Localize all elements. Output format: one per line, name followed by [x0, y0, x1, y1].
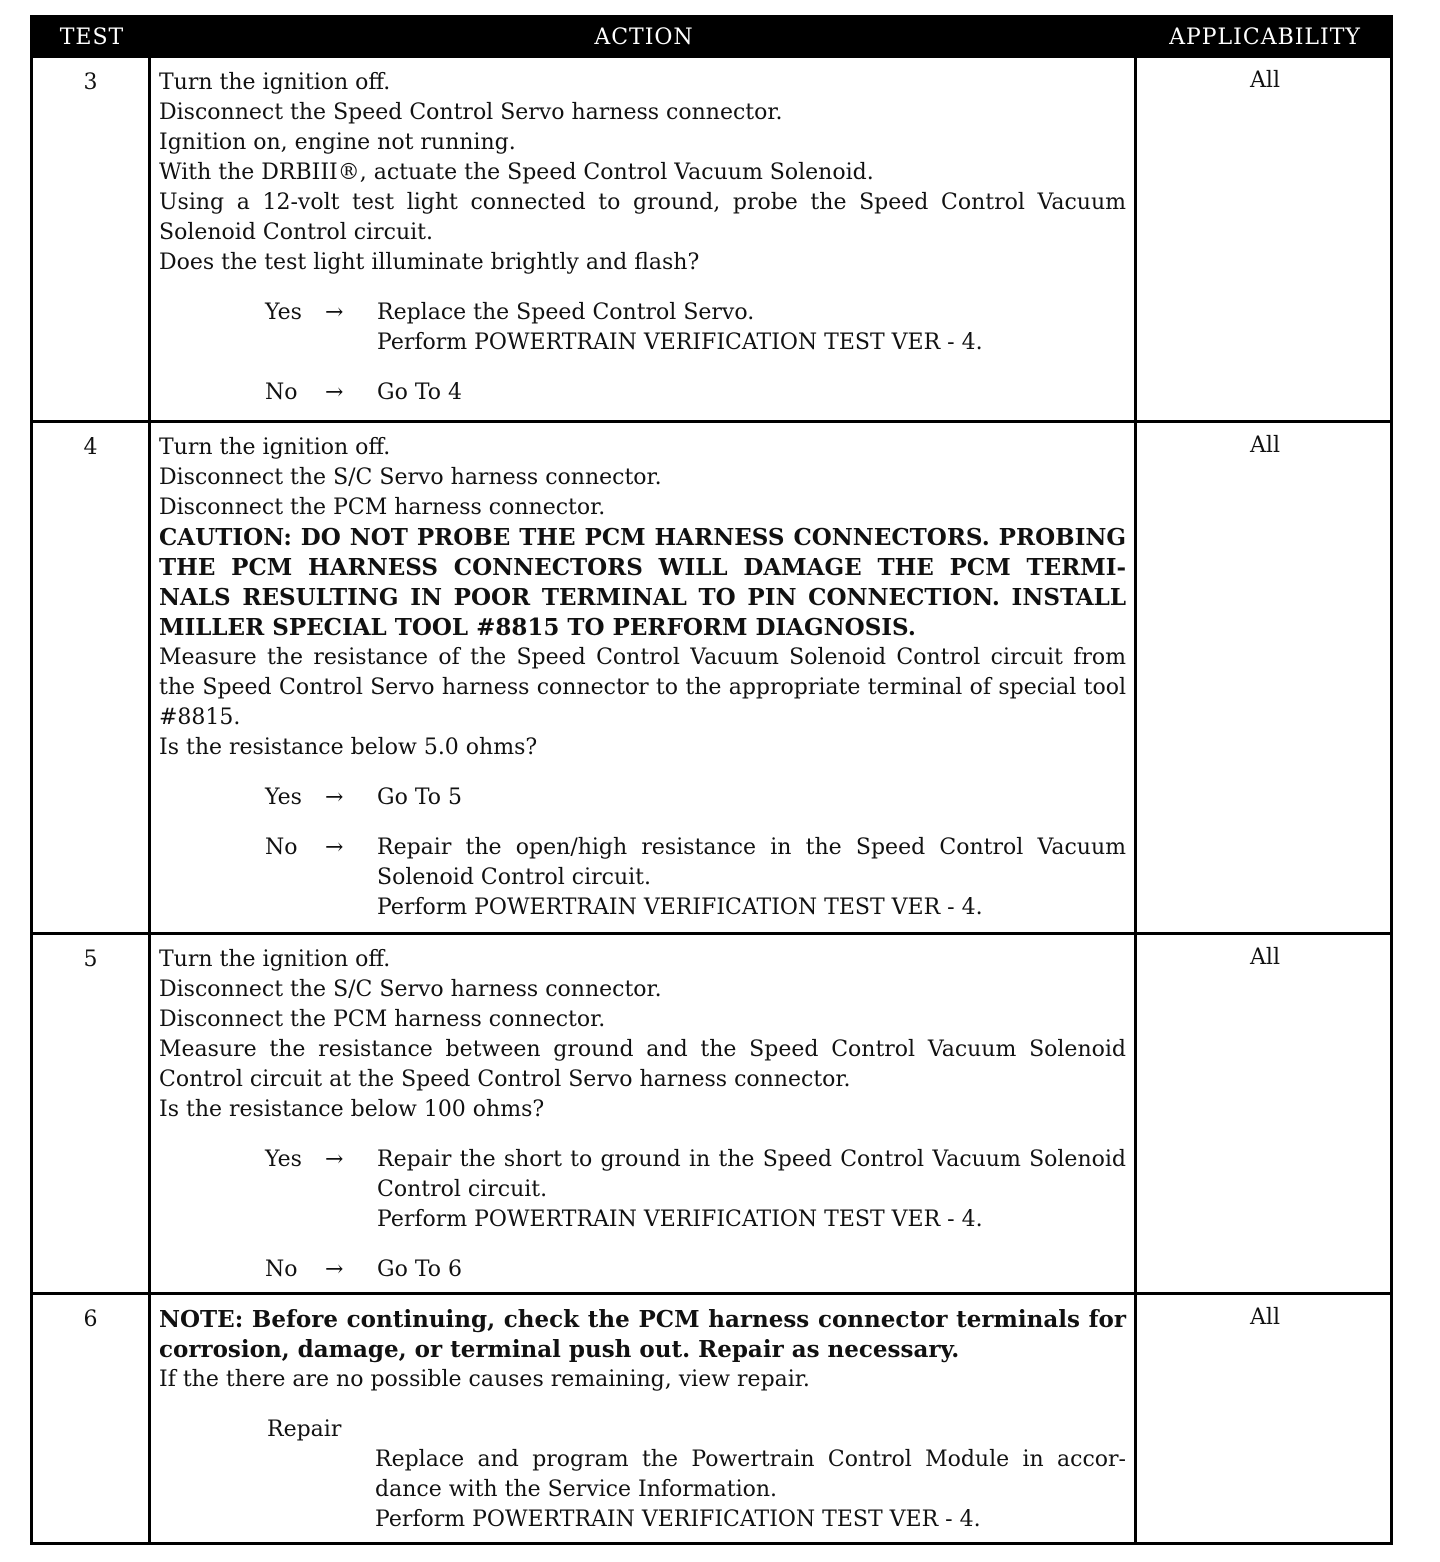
header-test: TEST	[59, 25, 125, 50]
test-number: 4	[33, 423, 151, 932]
applicability-value: All	[1250, 1305, 1280, 1330]
repair-line: dance with the Service Information.	[375, 1477, 778, 1502]
table-header	[33, 18, 1390, 58]
test-number: 3	[33, 58, 151, 420]
action-cell	[151, 935, 1137, 1292]
no-response	[159, 833, 1126, 923]
action-line: the Speed Control Servo harness connector to the appropriate terminal of special tool	[159, 675, 1126, 700]
header-action: ACTION	[594, 25, 694, 50]
caution-line: THE PCM HARNESS CONNECTORS WILL DAMAGE THE PCM TERMI-	[159, 554, 1126, 581]
action-line: Is the resistance below 5.0 ohms?	[159, 735, 538, 760]
action-line: Disconnect the S/C Servo harness connector.	[159, 977, 662, 1002]
arrow-icon: →	[325, 835, 344, 860]
response-line: Repair the short to ground in the Speed Control Vacuum Solenoid	[377, 1147, 1126, 1172]
response-line: Perform POWERTRAIN VERIFICATION TEST VER - 4.	[377, 895, 983, 920]
action-line: Does the test light illuminate brightly and flash?	[159, 250, 700, 275]
no-label: No	[265, 380, 298, 405]
action-line: Using a 12-volt test light connected to ground, probe the Speed Control Vacuum	[159, 190, 1126, 215]
table-row-test-4	[33, 420, 1390, 932]
yes-response	[159, 783, 1126, 813]
note-line: NOTE: Before continuing, check the PCM harness connector terminals for	[159, 1306, 1126, 1333]
repair-body	[375, 1445, 1126, 1535]
action-line: #8815.	[159, 705, 241, 730]
applicability-value: All	[1250, 433, 1280, 458]
table-row-test-6	[33, 1292, 1390, 1542]
action-line: Control circuit at the Speed Control Servo harness connector.	[159, 1067, 851, 1092]
response-line: Control circuit.	[377, 1177, 548, 1202]
response-line: Go To 5	[377, 785, 463, 810]
arrow-icon: →	[325, 300, 344, 325]
yes-label: Yes	[265, 785, 302, 810]
action-line: Measure the resistance between ground and the Speed Control Vacuum Solenoid	[159, 1037, 1126, 1062]
arrow-icon: →	[325, 1257, 344, 1282]
action-line: Disconnect the Speed Control Servo harness connector.	[159, 100, 783, 125]
action-line: Turn the ignition off.	[159, 947, 391, 972]
action-line: Disconnect the PCM harness connector.	[159, 1007, 606, 1032]
test-number: 6	[33, 1295, 151, 1542]
yes-label: Yes	[265, 1147, 302, 1172]
no-response	[159, 378, 1126, 408]
action-line: If the there are no possible causes remaining, view repair.	[159, 1367, 810, 1392]
response-line: Solenoid Control circuit.	[377, 865, 652, 890]
action-line: Disconnect the S/C Servo harness connector.	[159, 465, 662, 490]
response-line: Repair the open/high resistance in the Speed Control Vacuum	[377, 835, 1126, 860]
action-line: Is the resistance below 100 ohms?	[159, 1097, 545, 1122]
table-row-test-3	[33, 58, 1390, 420]
applicability-value: All	[1250, 945, 1280, 970]
applicability-value: All	[1250, 68, 1280, 93]
note-line: corrosion, damage, or terminal push out. Repair as necessary.	[159, 1336, 960, 1363]
response-line: Go To 6	[377, 1257, 463, 1282]
action-line: Disconnect the PCM harness connector.	[159, 495, 606, 520]
action-cell	[151, 58, 1137, 420]
caution-line: CAUTION: DO NOT PROBE THE PCM HARNESS CONNECTORS. PROBING	[159, 524, 1126, 551]
response-line: Go To 4	[377, 380, 463, 405]
header-applicability: APPLICABILITY	[1169, 25, 1361, 50]
yes-response	[159, 1145, 1126, 1235]
arrow-icon: →	[325, 785, 344, 810]
caution-line: MILLER SPECIAL TOOL #8815 TO PERFORM DIAGNOSIS.	[159, 614, 916, 641]
caution-line: NALS RESULTING IN POOR TERMINAL TO PIN CONNECTION. INSTALL	[159, 584, 1126, 611]
no-response	[159, 1255, 1126, 1285]
action-line: Turn the ignition off.	[159, 435, 391, 460]
table-row-test-5	[33, 932, 1390, 1292]
yes-response	[159, 298, 1126, 358]
yes-label: Yes	[265, 300, 302, 325]
repair-line: Perform POWERTRAIN VERIFICATION TEST VER - 4.	[375, 1507, 981, 1532]
repair-line: Replace and program the Powertrain Control Module in accor-	[375, 1447, 1126, 1472]
diagnostic-table	[30, 15, 1393, 1545]
arrow-icon: →	[325, 380, 344, 405]
action-line: Turn the ignition off.	[159, 70, 391, 95]
no-label: No	[265, 835, 298, 860]
action-cell	[151, 1295, 1137, 1542]
action-line: Solenoid Control circuit.	[159, 220, 434, 245]
action-line: Measure the resistance of the Speed Control Vacuum Solenoid Control circuit from	[159, 645, 1126, 670]
arrow-icon: →	[325, 1147, 344, 1172]
response-line: Replace the Speed Control Servo.	[377, 300, 755, 325]
no-label: No	[265, 1257, 298, 1282]
action-cell	[151, 423, 1137, 932]
test-number: 5	[33, 935, 151, 1292]
response-line: Perform POWERTRAIN VERIFICATION TEST VER - 4.	[377, 330, 983, 355]
action-line: With the DRBIII®, actuate the Speed Control Vacuum Solenoid.	[159, 160, 874, 185]
repair-label: Repair	[267, 1417, 342, 1442]
response-line: Perform POWERTRAIN VERIFICATION TEST VER - 4.	[377, 1207, 983, 1232]
action-line: Ignition on, engine not running.	[159, 130, 516, 155]
